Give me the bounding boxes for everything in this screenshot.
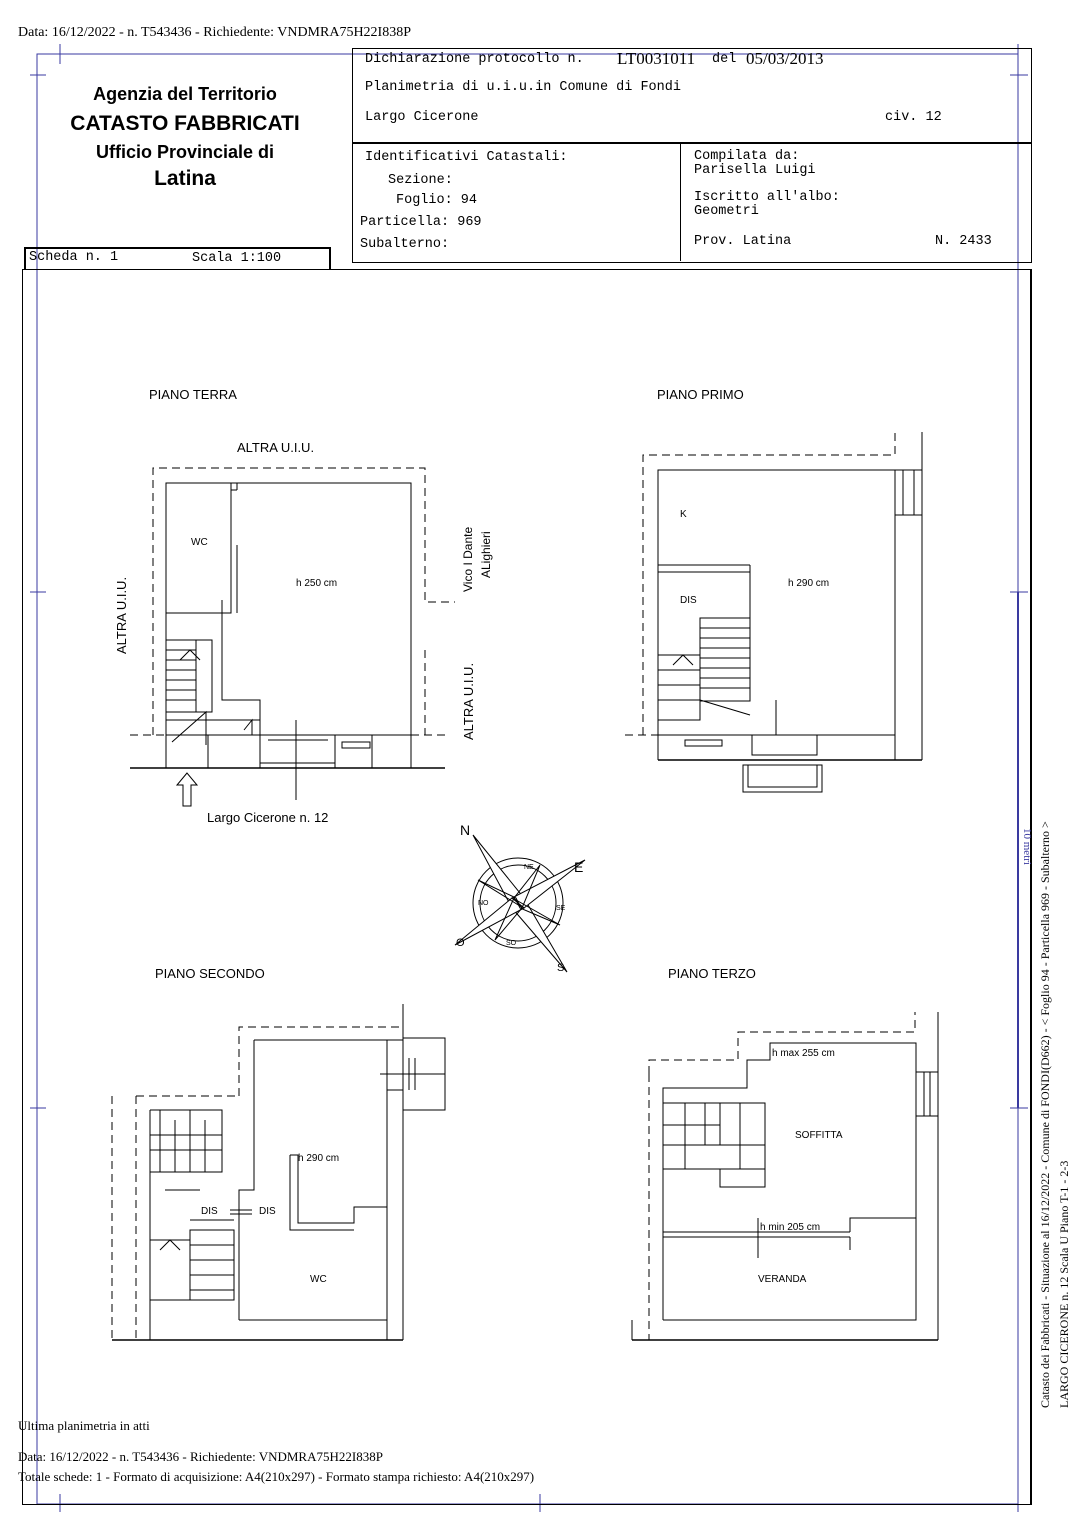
compass-rose: [455, 835, 585, 972]
agency-ufficio: Ufficio Provinciale di: [95, 142, 275, 162]
protocol-number: LT0031011: [617, 49, 696, 68]
agency-city: Latina: [154, 167, 216, 190]
label-piano-primo: PIANO PRIMO: [657, 387, 744, 402]
label-h290-secondo: h 290 cm: [298, 1153, 340, 1164]
albo-name: Geometri: [694, 204, 759, 219]
albo-number: N. 2433: [935, 234, 992, 249]
footer-ultima: Ultima planimetria in atti: [18, 1418, 150, 1433]
compilata-name: Parisella Luigi: [694, 163, 816, 178]
scale-mark: 10 metri: [1021, 828, 1033, 865]
protocol-date: 05/03/2013: [746, 49, 824, 68]
compass-se: SE: [556, 905, 566, 912]
label-hmax: h max 255 cm: [772, 1048, 835, 1059]
subalterno: Subalterno:: [360, 237, 450, 252]
compass-ne: NE: [524, 864, 534, 871]
label-h250: h 250 cm: [296, 578, 338, 589]
agency-name: Agenzia del Territorio: [93, 84, 277, 104]
protocol-prefix: Dichiarazione protocollo n.: [365, 52, 584, 67]
label-dis-a: DIS: [201, 1206, 218, 1217]
civic-number: civ. 12: [885, 110, 942, 125]
protocol-del: del: [712, 52, 737, 67]
label-h290-primo: h 290 cm: [788, 578, 830, 589]
piano-terra-plan: [130, 468, 455, 806]
compilata-title: Compilata da:: [694, 149, 800, 164]
label-altra-uiu-left: ALTRA U.I.U.: [114, 576, 129, 654]
label-piano-terzo: PIANO TERZO: [668, 966, 756, 981]
address: Largo Cicerone: [365, 110, 479, 125]
provincia: Prov. Latina: [694, 234, 792, 249]
label-wc-terra: WC: [191, 537, 208, 548]
agency-catasto: CATASTO FABBRICATI: [70, 112, 300, 135]
compass-so: SO: [506, 940, 517, 947]
label-wc-secondo: WC: [310, 1274, 327, 1285]
label-vico-2: ALighieri: [479, 531, 493, 578]
iscritto-label: Iscritto all'albo:: [694, 190, 840, 205]
label-vico-1: Vico I Dante: [461, 526, 475, 592]
side-text-1: Catasto dei Fabbricati - Situazione al 16/12/2022 - Comune di FONDI(D662) - < Foglio 94 - Particella 969 - Subalterno >: [1038, 821, 1052, 1408]
footer-data: Data: 16/12/2022 - n. T543436 - Richiedente: VNDMRA75H22I838P: [18, 1449, 383, 1464]
scala: Scala 1:100: [192, 251, 282, 266]
compass-e: E: [574, 859, 584, 875]
label-veranda: VERANDA: [758, 1274, 807, 1285]
compass-s: S: [557, 962, 565, 974]
label-largo-cicerone: Largo Cicerone n. 12: [207, 810, 329, 825]
top-request-line: Data: 16/12/2022 - n. T543436 - Richiedente: VNDMRA75H22I838P: [18, 25, 412, 40]
label-dis-primo: DIS: [680, 595, 697, 606]
label-altra-uiu-right: ALTRA U.I.U.: [461, 662, 476, 740]
foglio: Foglio: 94: [396, 193, 478, 208]
scheda-number: Scheda n. 1: [29, 250, 119, 265]
label-piano-secondo: PIANO SECONDO: [155, 966, 265, 981]
label-piano-terra: PIANO TERRA: [149, 387, 237, 402]
label-dis-b: DIS: [259, 1206, 276, 1217]
compass-n: N: [460, 822, 471, 838]
piano-secondo-plan: [112, 1004, 445, 1340]
label-altra-uiu-top: ALTRA U.I.U.: [237, 440, 315, 455]
piano-terzo-plan: [632, 1012, 938, 1340]
sezione: Sezione:: [388, 173, 453, 188]
planimetria-title: Planimetria di u.i.u.in Comune di Fondi: [365, 80, 681, 95]
compass-o: O: [456, 937, 465, 949]
label-hmin: h min 205 cm: [760, 1222, 821, 1233]
compass-no: NO: [478, 900, 489, 907]
identificativi-title: Identificativi Catastali:: [365, 150, 568, 165]
piano-primo-plan: [625, 432, 922, 792]
label-soffitta: SOFFITTA: [795, 1130, 843, 1141]
label-k: K: [680, 509, 687, 520]
side-text-2: LARGO CICERONE n. 12 Scala U Piano T-1 - 2-3: [1057, 1160, 1071, 1408]
particella: Particella: 969: [360, 215, 482, 230]
footer-totale: Totale schede: 1 - Formato di acquisizione: A4(210x297) - Formato stampa richiesto: A4(210x297): [18, 1469, 535, 1484]
